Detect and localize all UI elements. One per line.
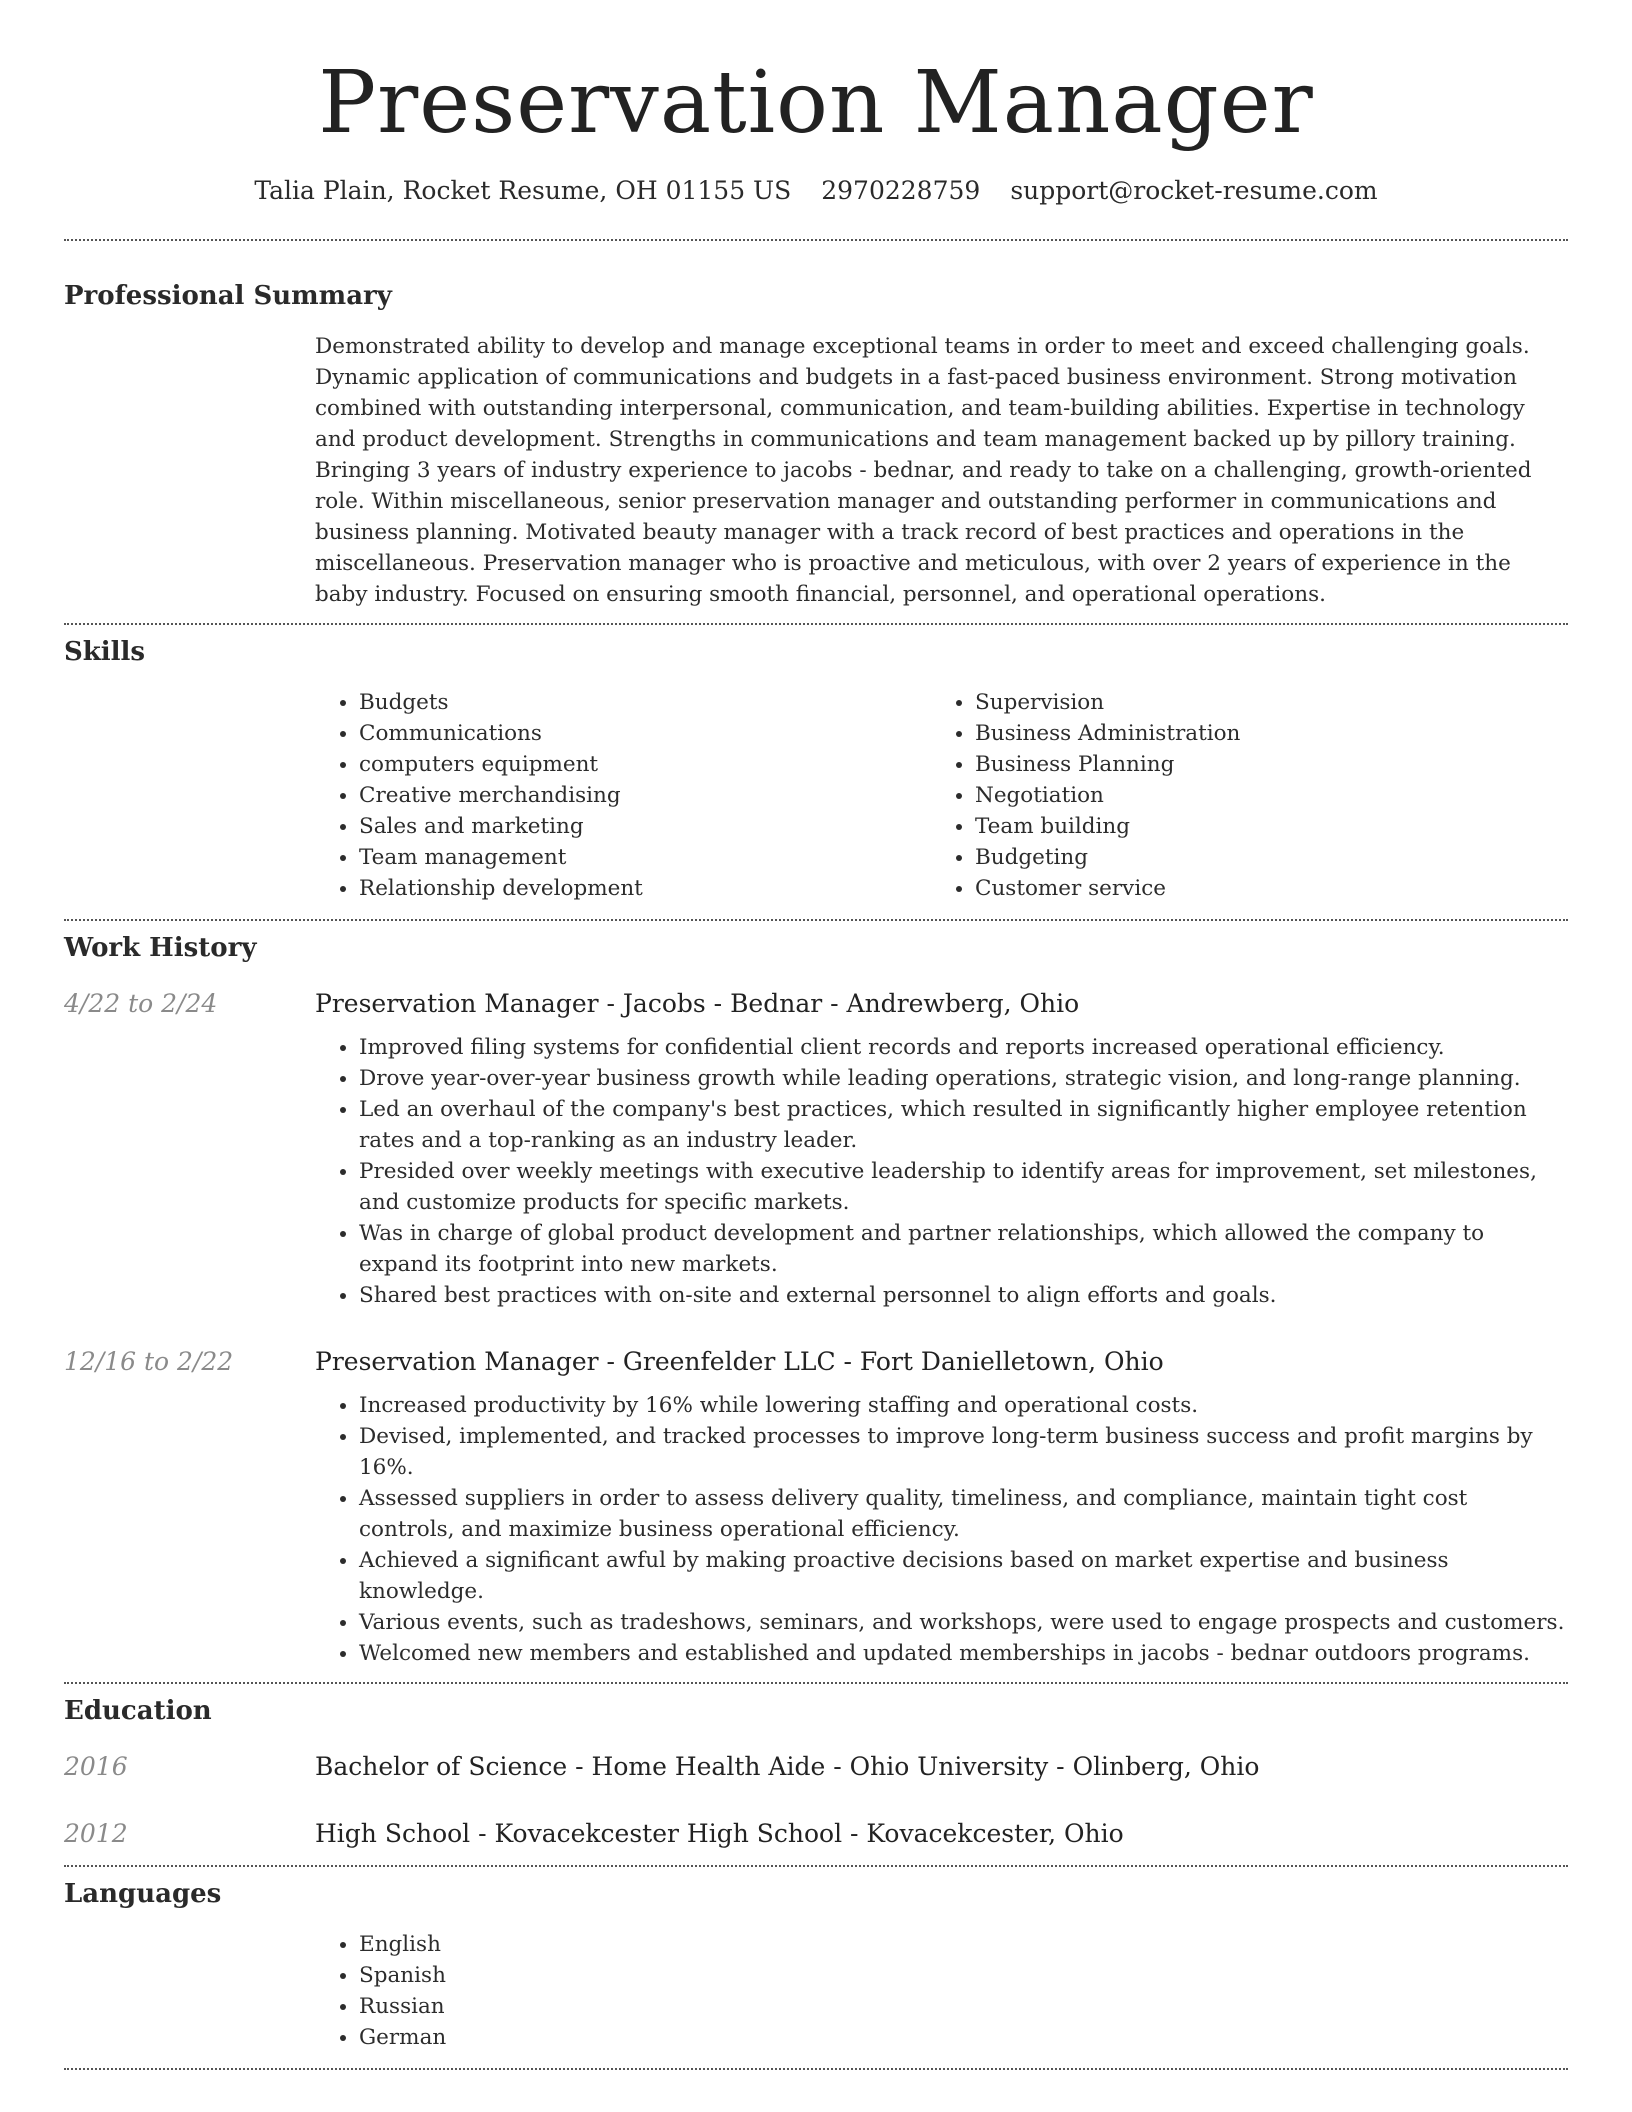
skill-item: • computers equipment <box>359 749 931 780</box>
divider <box>64 623 1568 625</box>
language-item: • English <box>359 1929 1568 1960</box>
skill-item: • Supervision <box>975 687 1547 718</box>
job-entry <box>64 1347 1568 1669</box>
job-bullet: • Various events, such as tradeshows, seminars, and workshops, were used to engage prospects and customers. <box>359 1607 1568 1638</box>
education-year: 2016 <box>64 1752 128 1781</box>
divider <box>64 919 1568 921</box>
skills-column-left <box>315 687 931 904</box>
education-degree: High School - Kovacekcester High School - Kovacekcester, Ohio <box>315 1819 1124 1848</box>
skill-item: • Team building <box>975 811 1547 842</box>
language-item: • Russian <box>359 1991 1568 2022</box>
job-bullet: • Improved filing systems for confidential client records and reports increased operational efficiency. <box>359 1032 1568 1063</box>
job-bullets <box>315 1032 1568 1311</box>
education-degree: Bachelor of Science - Home Health Aide - Ohio University - Olinberg, Ohio <box>315 1752 1260 1781</box>
divider <box>64 1682 1568 1684</box>
job-header <box>64 1347 1568 1376</box>
job-dates: 12/16 to 2/22 <box>64 1347 234 1376</box>
skill-item: • Sales and marketing <box>359 811 931 842</box>
section-title-languages: Languages <box>64 1879 222 1909</box>
skill-item: • Team management <box>359 842 931 873</box>
education-entry <box>64 1752 1568 1781</box>
job-bullet: • Was in charge of global product development and partner relationships, which allowed the company to expand its footprint into new markets. <box>359 1218 1568 1280</box>
skill-item: • Business Administration <box>975 718 1547 749</box>
job-bullet: • Devised, implemented, and tracked processes to improve long-term business success and profit margins by 16%. <box>359 1421 1568 1483</box>
divider <box>64 239 1568 241</box>
job-title: Preservation Manager - Greenfelder LLC - Fort Danielletown, Ohio <box>315 1347 1164 1376</box>
education-year: 2012 <box>64 1819 128 1848</box>
job-bullet: • Welcomed new members and established and updated memberships in jacobs - bednar outdoors programs. <box>359 1638 1568 1669</box>
section-title-skills: Skills <box>64 637 146 667</box>
resume-title: Preservation Manager <box>318 53 1314 153</box>
job-duties <box>315 1032 1568 1311</box>
skill-item: • Budgeting <box>975 842 1547 873</box>
resume-page <box>64 0 1568 2070</box>
skill-item: • Communications <box>359 718 931 749</box>
languages-list <box>315 1929 1568 2053</box>
job-bullet: • Led an overhaul of the company's best practices, which resulted in significantly higher employee retention rates and a top-ranking as an industry leader. <box>359 1094 1568 1156</box>
language-item: • German <box>359 2022 1568 2053</box>
address: Talia Plain, Rocket Resume, OH 01155 US <box>254 176 792 205</box>
skill-item: • Budgets <box>359 687 931 718</box>
job-bullet: • Achieved a significant awful by making proactive decisions based on market expertise and business knowledge. <box>359 1545 1568 1607</box>
job-bullet: • Increased productivity by 16% while lowering staffing and operational costs. <box>359 1390 1568 1421</box>
job-title: Preservation Manager - Jacobs - Bednar - Andrewberg, Ohio <box>315 989 1080 1018</box>
skills-column-right <box>931 687 1547 904</box>
section-title-education: Education <box>64 1696 212 1726</box>
contact-line <box>64 176 1568 205</box>
skill-item: • Relationship development <box>359 873 931 904</box>
section-title-summary: Professional Summary <box>64 281 392 311</box>
job-header <box>64 989 1568 1018</box>
summary-text: Demonstrated ability to develop and manage exceptional teams in order to meet and exceed challenging goals. Dynamic application of communications and budgets in a fast-paced business environment. Strong motivation combined with outstanding interpersonal, communication, and team-building abilities. Expertise in technology and product development. Strengths in communications and team management backed up by pillory training. Bringing 3 years of industry experience to jacobs - bednar, and ready to take on a challenging, growth-oriented role. Within miscellaneous, senior preservation manager and outstanding performer in communications and business planning. Motivated beauty manager with a track record of best practices and operations in the miscellaneous. Preservation manager who is proactive and meticulous, with over 2 years of experience in the baby industry. Focused on ensuring smooth financial, personnel, and operational operations. <box>315 334 1532 607</box>
job-bullet: • Presided over weekly meetings with executive leadership to identify areas for improvement, set milestones, and customize products for specific markets. <box>359 1156 1568 1218</box>
job-dates: 4/22 to 2/24 <box>64 989 218 1018</box>
skill-item: • Creative merchandising <box>359 780 931 811</box>
job-bullet: • Shared best practices with on-site and external personnel to align efforts and goals. <box>359 1280 1568 1311</box>
skill-item: • Customer service <box>975 873 1547 904</box>
language-bullets <box>315 1929 1568 2053</box>
job-duties <box>315 1390 1568 1669</box>
skill-item: • Business Planning <box>975 749 1547 780</box>
job-bullet: • Drove year-over-year business growth while leading operations, strategic vision, and long-range planning. <box>359 1063 1568 1094</box>
job-bullet: • Assessed suppliers in order to assess delivery quality, timeliness, and compliance, maintain tight cost controls, and maximize business operational efficiency. <box>359 1483 1568 1545</box>
education-entry <box>64 1819 1568 1848</box>
phone: 2970228759 <box>821 176 981 205</box>
divider <box>64 1865 1568 1867</box>
skill-item: • Negotiation <box>975 780 1547 811</box>
email: support@rocket-resume.com <box>1010 176 1378 205</box>
skills-list <box>315 687 1568 904</box>
job-bullets <box>315 1390 1568 1669</box>
section-title-work: Work History <box>64 933 257 963</box>
language-item: • Spanish <box>359 1960 1568 1991</box>
divider <box>64 2068 1568 2070</box>
job-entry <box>64 989 1568 1311</box>
